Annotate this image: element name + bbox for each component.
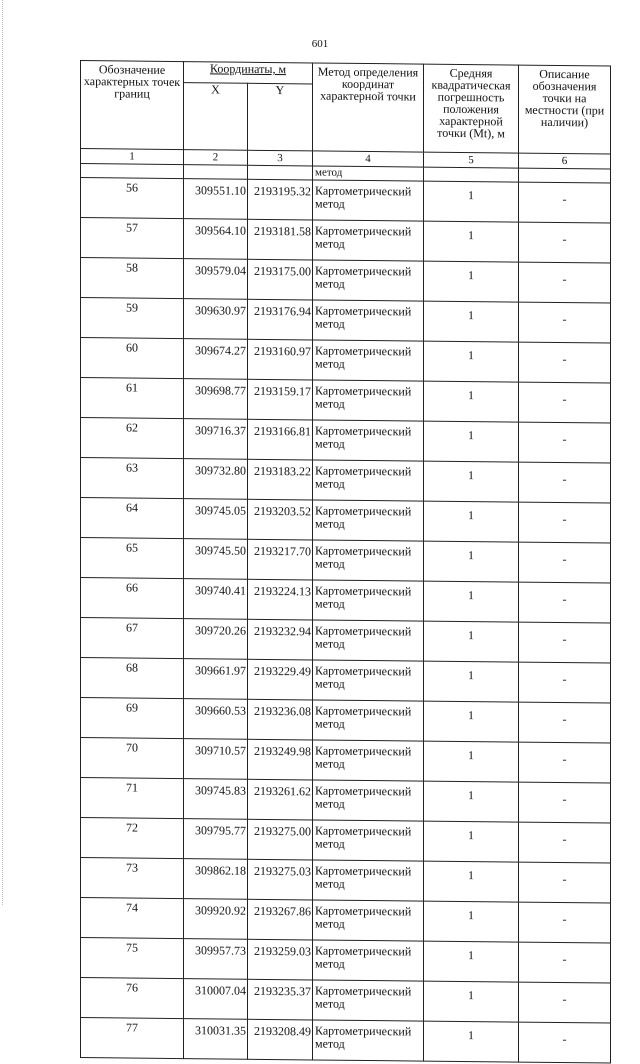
coordinate-x: 309795.77 — [184, 819, 248, 860]
coordinate-y: 2193175.00 — [248, 259, 313, 300]
coordinate-y: 2193249.98 — [248, 739, 313, 780]
table-row — [81, 218, 611, 264]
accuracy-cell: 1 — [424, 741, 519, 782]
point-number: 73 — [81, 858, 184, 899]
method-cell: Картометрический метод — [313, 660, 424, 701]
coordinate-y: 2193208.49 — [248, 1019, 313, 1060]
scan-edge-mark — [2, 0, 6, 905]
coordinate-x: 309745.83 — [184, 779, 248, 820]
accuracy-cell: 1 — [424, 501, 519, 542]
header-x: X — [184, 83, 248, 150]
table-row — [81, 498, 611, 544]
table-row — [81, 618, 611, 664]
coordinate-x: 309630.97 — [184, 299, 248, 340]
coordinate-x: 309920.92 — [184, 899, 248, 940]
coordinate-x: 309957.73 — [184, 939, 248, 980]
table-row — [81, 298, 611, 344]
table-row — [81, 338, 611, 384]
coordinate-x: 309710.57 — [184, 739, 248, 780]
description-cell: - — [519, 342, 611, 383]
point-number: 60 — [81, 338, 184, 379]
description-cell: - — [519, 222, 611, 263]
point-number: 59 — [81, 298, 184, 339]
coordinate-y: 2193183.22 — [248, 459, 313, 500]
header-y: Y — [248, 84, 313, 151]
point-number: 74 — [81, 898, 184, 939]
coordinate-x: 309579.04 — [184, 259, 248, 300]
header-accuracy: Средняя квадратическая погрешность положения характерной точки (Mt), м — [424, 64, 519, 153]
point-number: 57 — [81, 218, 184, 259]
coordinate-x: 309745.50 — [184, 539, 248, 580]
table-row — [81, 258, 611, 304]
table-row — [81, 378, 611, 424]
coordinate-x: 309661.97 — [184, 659, 248, 700]
point-number: 67 — [81, 618, 184, 659]
accuracy-cell: 1 — [424, 941, 519, 982]
point-number: 75 — [81, 938, 184, 979]
document-sheet — [80, 60, 610, 1064]
coordinate-y: 2193203.52 — [248, 499, 313, 540]
description-cell: - — [519, 782, 611, 823]
accuracy-cell: 1 — [424, 381, 519, 422]
method-cell: Картометрический метод — [313, 700, 424, 741]
method-cell: Картометрический метод — [313, 860, 424, 901]
column-number: 1 — [81, 149, 184, 165]
accuracy-cell: 1 — [424, 861, 519, 902]
column-number: 5 — [424, 152, 519, 168]
coordinate-x: 309732.80 — [184, 459, 248, 500]
header-point-designation: Обозначение характерных точек границ — [81, 61, 184, 150]
accuracy-cell: 1 — [424, 221, 519, 262]
description-cell: - — [519, 662, 611, 703]
description-cell: - — [519, 262, 611, 303]
accuracy-cell: 1 — [424, 181, 519, 222]
method-cell: Картометрический метод — [313, 940, 424, 981]
coordinate-y: 2193181.58 — [248, 219, 313, 260]
header-description: Описание обозначения точки на местности (при наличии) — [519, 65, 611, 154]
description-cell: - — [519, 502, 611, 543]
table-row — [81, 818, 611, 864]
continued-method-text: метод — [313, 166, 424, 181]
method-cell: Картометрический метод — [313, 620, 424, 661]
coordinate-y: 2193159.17 — [248, 379, 313, 420]
table-row — [81, 738, 611, 784]
point-number: 58 — [81, 258, 184, 299]
point-number: 77 — [81, 1018, 184, 1059]
coordinate-y: 2193160.97 — [248, 339, 313, 380]
description-cell: - — [519, 862, 611, 903]
coordinate-x: 309551.10 — [184, 179, 248, 220]
column-number: 3 — [248, 150, 313, 166]
coordinate-x: 309674.27 — [184, 339, 248, 380]
point-number: 71 — [81, 778, 184, 819]
header-coordinates: Координаты, м — [184, 62, 313, 85]
description-cell: - — [519, 462, 611, 503]
column-number: 4 — [313, 151, 424, 167]
coordinate-x: 309698.77 — [184, 379, 248, 420]
method-cell: Картометрический метод — [313, 220, 424, 261]
accuracy-cell: 1 — [424, 981, 519, 1022]
accuracy-cell: 1 — [424, 661, 519, 702]
point-number: 76 — [81, 978, 184, 1019]
coordinate-x: 309862.18 — [184, 859, 248, 900]
method-cell: Картометрический метод — [313, 260, 424, 301]
accuracy-cell: 1 — [424, 261, 519, 302]
method-cell: Картометрический метод — [313, 180, 424, 221]
method-cell: Картометрический метод — [313, 740, 424, 781]
table-row — [81, 1018, 611, 1064]
point-number: 69 — [81, 698, 184, 739]
point-number: 68 — [81, 658, 184, 699]
point-number: 61 — [81, 378, 184, 419]
accuracy-cell: 1 — [424, 701, 519, 742]
description-cell: - — [519, 902, 611, 943]
table-row — [81, 578, 611, 624]
accuracy-cell: 1 — [424, 421, 519, 462]
coordinate-y: 2193236.08 — [248, 699, 313, 740]
coordinate-x: 309720.26 — [184, 619, 248, 660]
coordinate-y: 2193195.32 — [248, 179, 313, 220]
method-cell: Картометрический метод — [313, 820, 424, 861]
page-number: 601 — [311, 38, 329, 50]
coordinate-y: 2193166.81 — [248, 419, 313, 460]
point-number: 66 — [81, 578, 184, 619]
column-number: 2 — [184, 150, 248, 166]
method-cell: Картометрический метод — [313, 780, 424, 821]
coordinate-x: 310007.04 — [184, 979, 248, 1020]
accuracy-cell: 1 — [424, 901, 519, 942]
coordinate-y: 2193267.86 — [248, 899, 313, 940]
accuracy-cell: 1 — [424, 341, 519, 382]
description-cell: - — [519, 742, 611, 783]
coordinate-y: 2193229.49 — [248, 659, 313, 700]
coordinate-y: 2193275.03 — [248, 859, 313, 900]
method-cell: Картометрический метод — [313, 340, 424, 381]
table-row — [81, 858, 611, 904]
coordinate-y: 2193176.94 — [248, 299, 313, 340]
method-cell: Картометрический метод — [313, 460, 424, 501]
method-cell: Картометрический метод — [313, 1020, 424, 1061]
coordinate-y: 2193217.70 — [248, 539, 313, 580]
accuracy-cell: 1 — [424, 301, 519, 342]
accuracy-cell: 1 — [424, 621, 519, 662]
table-row — [81, 778, 611, 824]
method-cell: Картометрический метод — [313, 540, 424, 581]
coordinate-y: 2193275.00 — [248, 819, 313, 860]
description-cell: - — [519, 582, 611, 623]
column-number: 6 — [519, 153, 611, 169]
accuracy-cell: 1 — [424, 581, 519, 622]
accuracy-cell: 1 — [424, 821, 519, 862]
description-cell: - — [519, 822, 611, 863]
coordinate-x: 309716.37 — [184, 419, 248, 460]
coordinate-y: 2193224.13 — [248, 579, 313, 620]
description-cell: - — [519, 542, 611, 583]
table-row — [81, 978, 611, 1024]
description-cell: - — [519, 622, 611, 663]
method-cell: Картометрический метод — [313, 900, 424, 941]
point-number: 56 — [81, 178, 184, 219]
coordinate-x: 310031.35 — [184, 1019, 248, 1060]
coordinate-x: 309564.10 — [184, 219, 248, 260]
accuracy-cell: 1 — [424, 781, 519, 822]
method-cell: Картометрический метод — [313, 380, 424, 421]
description-cell: - — [519, 422, 611, 463]
table-row — [81, 538, 611, 584]
accuracy-cell: 1 — [424, 1021, 519, 1062]
coordinate-y: 2193259.03 — [248, 939, 313, 980]
method-cell: Картометрический метод — [313, 580, 424, 621]
description-cell: - — [519, 982, 611, 1023]
description-cell: - — [519, 302, 611, 343]
point-number: 72 — [81, 818, 184, 859]
table-row — [81, 658, 611, 704]
method-cell: Картометрический метод — [313, 500, 424, 541]
description-cell: - — [519, 942, 611, 983]
point-number: 62 — [81, 418, 184, 459]
method-cell: Картометрический метод — [313, 420, 424, 461]
method-cell: Картометрический метод — [313, 300, 424, 341]
table-row — [81, 458, 611, 504]
table-row — [81, 938, 611, 984]
coordinate-y: 2193235.37 — [248, 979, 313, 1020]
coordinate-y: 2193232.94 — [248, 619, 313, 660]
point-number: 70 — [81, 738, 184, 779]
coordinate-x: 309660.53 — [184, 699, 248, 740]
table-row — [81, 698, 611, 744]
accuracy-cell: 1 — [424, 461, 519, 502]
description-cell: - — [519, 702, 611, 743]
table-row — [81, 418, 611, 464]
coordinate-x: 309745.05 — [184, 499, 248, 540]
description-cell: - — [519, 1022, 611, 1063]
description-cell: - — [519, 382, 611, 423]
accuracy-cell: 1 — [424, 541, 519, 582]
header-method: Метод определения координат характерной точки — [313, 63, 424, 152]
table-row — [81, 178, 611, 224]
coordinate-y: 2193261.62 — [248, 779, 313, 820]
point-number: 63 — [81, 458, 184, 499]
description-cell: - — [519, 182, 611, 223]
point-number: 64 — [81, 498, 184, 539]
coordinate-x: 309740.41 — [184, 579, 248, 620]
table-row — [81, 898, 611, 944]
point-number: 65 — [81, 538, 184, 579]
method-cell: Картометрический метод — [313, 980, 424, 1021]
boundary-points-table — [80, 60, 611, 1064]
